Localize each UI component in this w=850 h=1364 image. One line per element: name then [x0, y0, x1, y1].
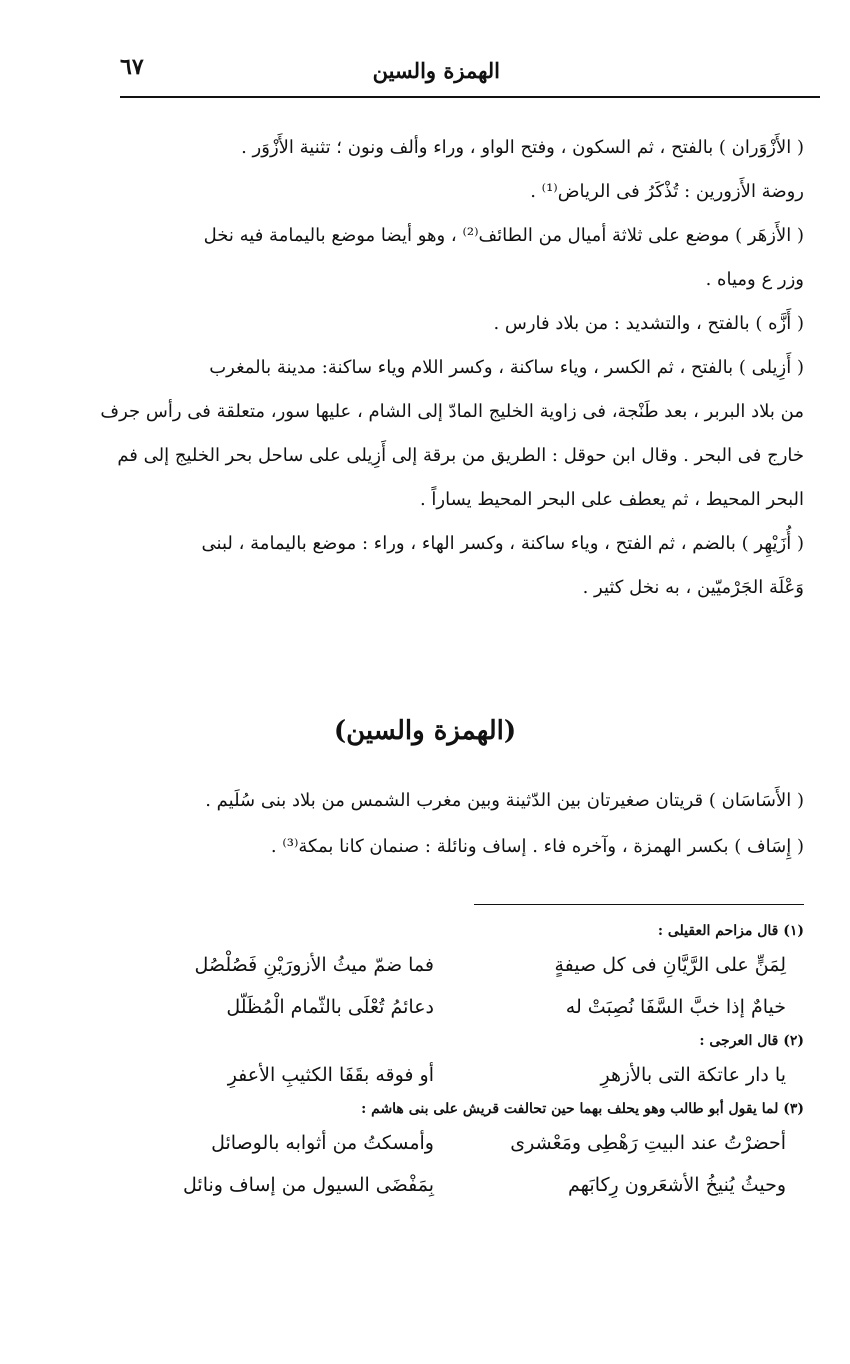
verse-first-hemistich: لِمَنٍّ على الرَّيَّانِ فى كل صيفةٍ [554, 954, 786, 976]
verse-second-hemistich: أو فوقه بقَفَا الكثيبِ الأعفرِ [227, 1064, 434, 1086]
verse-second-hemistich: وأمسكتُ من أثوابه بالوصائل [211, 1132, 434, 1154]
verse-row [44, 1054, 804, 1096]
entry-line: من بلاد البربر ، بعد طَنْجة، فى زاوية الخليج المادّ إلى الشام ، عليها سور، متعلقة فى رأس جرف [100, 401, 804, 422]
entry-line: خارج فى البحر . وقال ابن حوقل : الطريق من برقة إلى أَزِيلى على ساحل بحر الخليج إلى فم [117, 445, 804, 466]
running-header [120, 52, 820, 98]
entry-line: ( الأَزهَر ) موضع على ثلاثة أميال من الطائف⁽²⁾ ، وهو أيضا موضع باليمامة فيه نخل [203, 225, 804, 246]
entry-line: ( إِسَاف ) بكسر الهمزة ، وآخره فاء . إساف ونائلة : صنمان كانا بمكة⁽³⁾ . [270, 836, 804, 857]
verse-first-hemistich: يا دار عاتكة التى بالأزهرِ [600, 1064, 786, 1086]
entry-line: وزر ع ومياه . [705, 269, 804, 290]
entry-line: ( أَزَّه ) بالفتح ، والتشديد : من بلاد فارس . [493, 313, 804, 334]
section-text [84, 778, 804, 870]
verse-second-hemistich: دعائمُ تُعْلَى بالثّمام الْمُظَلّل [226, 996, 434, 1018]
entry-line: البحر المحيط ، ثم يعطف على البحر المحيط يساراً . [419, 489, 804, 510]
entry-line: وَعْلَة الجَرْميّين ، به نخل كثير . [582, 577, 804, 598]
page-number: ٦٧ [120, 54, 144, 80]
footnote-label: (٢) قال العرجى : [699, 1033, 804, 1049]
verse-second-hemistich: فما ضمّ ميثُ الأزورَيْنِ فَصُلْصُل [194, 954, 434, 976]
verse-first-hemistich: وحيثُ يُنيخُ الأشعَرون رِكابَهم [568, 1174, 786, 1196]
footnotes [44, 918, 804, 1206]
verse-first-hemistich: خيامٌ إذا خبَّ السَّفَا نُصِبَتْ له [565, 996, 786, 1018]
footnote-divider [474, 904, 804, 905]
verse-second-hemistich: بِمَفْضَى السيول من إساف ونائل [183, 1174, 434, 1196]
footnote-label: (٣) لما يقول أبو طالب وهو يحلف بهما حين تحالفت قريش على بنى هاشم : [361, 1101, 804, 1117]
entry-line: ( أُزَيْهِر ) بالضم ، ثم الفتح ، وياء ساكنة ، وكسر الهاء ، وراء : موضع باليمامة ، لبنى [201, 533, 804, 554]
verse-row [44, 944, 804, 986]
running-header-title: الهمزة والسين [372, 58, 500, 83]
verse-row [44, 1122, 804, 1164]
entry-line: ( الأَسَاسَان ) قريتان صغيرتان بين الدّثينة وبين مغرب الشمس من بلاد بنى سُلَيم . [205, 790, 804, 811]
footnote-label: (١) قال مزاحم العقيلى : [657, 923, 804, 939]
section-heading: (الهمزة والسين) [333, 716, 517, 746]
verse-row [44, 986, 804, 1028]
entry-line: ( الأَزْوَران ) بالفتح ، ثم السكون ، وفتح الواو ، وراء وألف ونون ؛ تثنية الأَزْوَر . [241, 137, 804, 158]
verse-row [44, 1164, 804, 1206]
entry-line: ( أَزِيلى ) بالفتح ، ثم الكسر ، وياء ساكنة ، وكسر اللام وياء ساكنة: مدينة بالمغرب [209, 357, 804, 378]
verse-first-hemistich: أحضرْتُ عند البيتِ رَهْطِى ومَعْشرى [510, 1132, 786, 1154]
main-text [44, 126, 804, 610]
entry-line: روضة الأَزورين : تُذْكَرُ فى الرياض⁽¹⁾ . [530, 181, 804, 202]
